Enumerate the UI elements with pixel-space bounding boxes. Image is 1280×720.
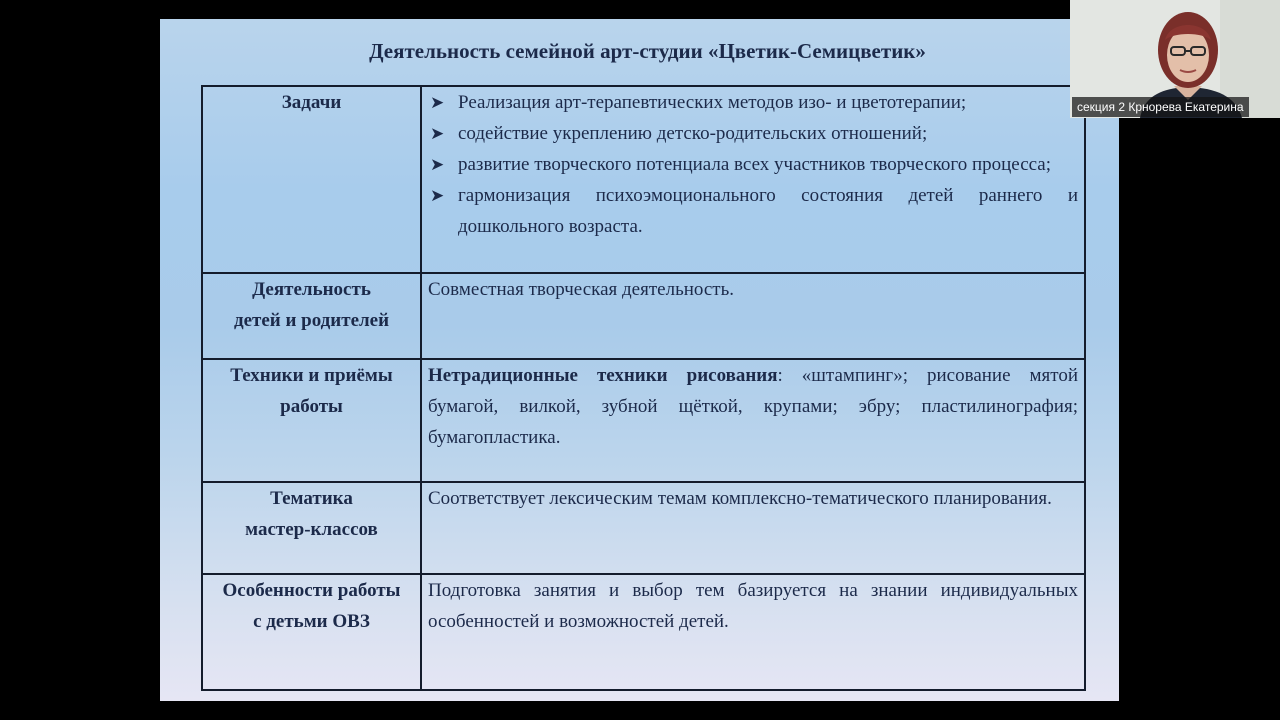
row-label-tasks: Задачи [203,87,422,272]
row-content-special-needs: Подготовка занятия и выбор тем базируется на знании индивидуальных особенностей и возможностей детей. [428,580,1078,632]
table-row [203,272,1084,358]
list-item: ➤ развитие творческого потенциала всех участников творческого процесса; [428,149,1078,180]
row-content-activity: Совместная творческая деятельность. [428,279,735,300]
list-item: ➤ гармонизация психоэмоционального состояния детей раннего и дошкольного возраста. [428,180,1078,242]
list-item: ➤ Реализация арт-терапевтических методов изо- и цветотерапии; [428,87,1078,118]
table-row [203,87,1084,272]
row-label-activity: Деятельность детей и родителей [203,274,422,358]
row-content-topics: Соответствует лексическим темам комплексно-тематического планирования. [428,488,1052,509]
row-label-topics: Тематика мастер-классов [203,483,422,573]
webcam-thumbnail[interactable] [1070,0,1280,118]
arrow-bullet-icon: ➤ [430,186,445,205]
tasks-list [428,87,1078,242]
arrow-bullet-icon: ➤ [430,93,445,112]
table-row [203,358,1084,481]
row-label-special-needs: Особенности работы с детьми ОВЗ [203,575,422,689]
table-row [203,481,1084,573]
participant-name-label: секция 2 Крнорева Екатерина [1072,97,1249,117]
arrow-bullet-icon: ➤ [430,124,445,143]
row-label-techniques: Техники и приёмы работы [203,360,422,481]
list-item: ➤ содействие укреплению детско-родительских отношений; [428,118,1078,149]
row-content-techniques: Нетрадиционные техники рисования: «штампинг»; рисование мятой бумагой, вилкой, зубной щёткой, крупами; эбру; пластилинография; бумагопластика. [428,365,1078,448]
techniques-heading: Нетрадиционные техники рисования [428,365,778,386]
row-content-tasks [422,87,1084,272]
table-row [203,573,1084,689]
presentation-slide [160,19,1119,701]
arrow-bullet-icon: ➤ [430,155,445,174]
slide-title: Деятельность семейной арт-студии «Цветик-Семицветик» [369,39,926,63]
activities-table [201,85,1086,691]
